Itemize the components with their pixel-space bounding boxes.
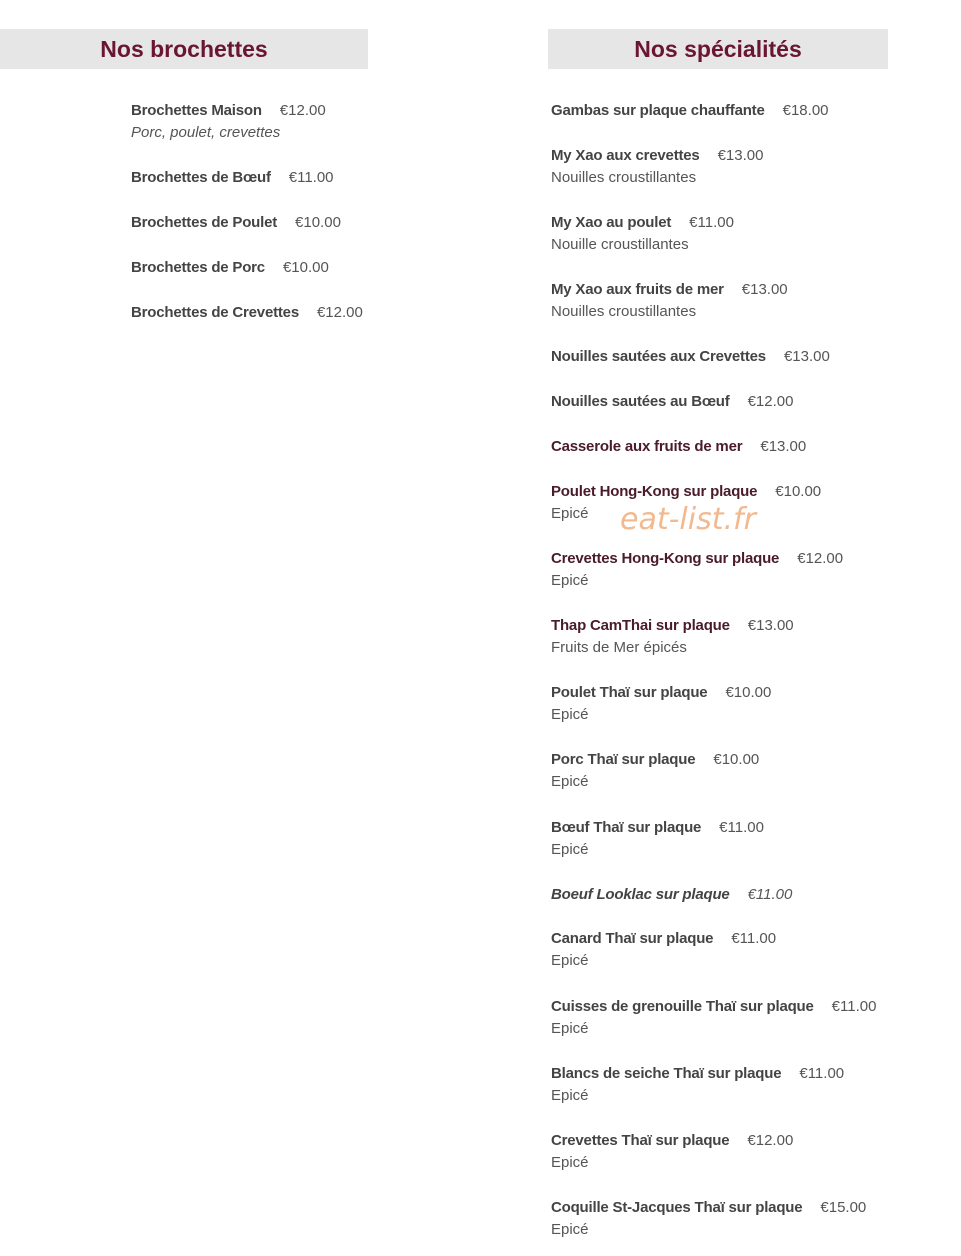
menu-item	[131, 213, 341, 233]
menu-item	[551, 1131, 793, 1173]
menu-item-line	[551, 683, 771, 703]
menu-item-price: €13.00	[760, 438, 807, 455]
menu-item-description: Nouille croustillantes	[551, 236, 689, 253]
menu-item-line	[551, 101, 829, 121]
menu-item-price: €15.00	[820, 1199, 867, 1216]
menu-item-price: €12.00	[747, 393, 794, 410]
menu-item-price: €11.00	[831, 998, 877, 1015]
menu-item	[551, 1198, 866, 1240]
menu-item	[551, 213, 734, 255]
menu-item	[551, 750, 759, 792]
menu-item-price: €13.00	[783, 348, 830, 365]
menu-item-price: €10.00	[713, 751, 760, 768]
menu-item-name: My Xao aux fruits de mer	[551, 281, 724, 298]
menu-item	[551, 347, 830, 367]
menu-item-name: Poulet Hong-Kong sur plaque	[551, 483, 758, 500]
menu-item-price: €12.00	[747, 1132, 794, 1149]
menu-item-name: My Xao aux crevettes	[551, 147, 700, 164]
menu-item-description: Fruits de Mer épicés	[551, 639, 687, 656]
menu-item-price: €13.00	[747, 617, 794, 634]
watermark: eat-list.fr	[620, 502, 756, 537]
menu-item-line	[551, 146, 763, 166]
menu-item-price: €12.00	[279, 102, 326, 119]
menu-item-name: Nouilles sautées aux Crevettes	[551, 348, 766, 365]
menu-item-price: €18.00	[782, 102, 829, 119]
menu-item-name: Brochettes de Crevettes	[131, 304, 299, 321]
section-header-specialites	[548, 29, 888, 69]
menu-item-line	[131, 213, 341, 233]
menu-item	[551, 683, 771, 725]
menu-item-price: €11.00	[719, 819, 764, 836]
section-title: Nos brochettes	[100, 35, 268, 62]
menu-item-line	[131, 101, 326, 121]
menu-item-name: Crevettes Thaï sur plaque	[551, 1132, 730, 1149]
menu-item-name: Boeuf Looklac sur plaque	[551, 886, 730, 903]
menu-item-line	[551, 437, 806, 457]
menu-item-name: Canard Thaï sur plaque	[551, 930, 714, 947]
menu-item-price: €11.00	[689, 214, 734, 231]
menu-item-line	[551, 997, 876, 1017]
menu-item	[551, 1064, 844, 1106]
menu-item-description: Epicé	[551, 505, 589, 522]
menu-item-name: Casserole aux fruits de mer	[551, 438, 743, 455]
menu-item-price: €10.00	[282, 259, 329, 276]
menu-item	[551, 929, 776, 971]
menu-item	[551, 885, 792, 905]
menu-item	[131, 303, 363, 323]
menu-item-description: Porc, poulet, crevettes	[131, 124, 281, 141]
menu-item-name: Gambas sur plaque chauffante	[551, 102, 765, 119]
menu-item-price: €11.00	[799, 1065, 845, 1082]
menu-item	[131, 168, 334, 188]
menu-item-line	[551, 213, 734, 233]
menu-item-price: €11.00	[288, 169, 334, 186]
menu-item-price: €10.00	[725, 684, 772, 701]
menu-item-price: €11.00	[747, 886, 793, 903]
menu-item-name: Brochettes de Porc	[131, 259, 265, 276]
menu-item-name: Nouilles sautées au Bœuf	[551, 393, 730, 410]
section-title: Nos spécialités	[634, 35, 802, 62]
menu-item-description: Nouilles croustillantes	[551, 303, 697, 320]
menu-item-line	[551, 482, 821, 502]
menu-item-line	[551, 392, 793, 412]
menu-item-line	[131, 303, 363, 323]
menu-item-description: Epicé	[551, 1221, 589, 1238]
menu-item-description: Nouilles croustillantes	[551, 169, 697, 186]
menu-item-price: €10.00	[775, 483, 822, 500]
menu-item-name: My Xao au poulet	[551, 214, 672, 231]
menu-item-name: Porc Thaï sur plaque	[551, 751, 696, 768]
menu-item	[131, 258, 329, 278]
menu-item	[551, 392, 793, 412]
section-header-brochettes	[0, 29, 368, 69]
menu-item-name: Blancs de seiche Thaï sur plaque	[551, 1065, 782, 1082]
menu-item-description: Epicé	[551, 1087, 589, 1104]
menu-item-description: Epicé	[551, 706, 589, 723]
menu-item	[551, 818, 764, 860]
menu-item-line	[551, 280, 788, 300]
menu-item-line	[131, 258, 329, 278]
menu-item-description: Epicé	[551, 572, 589, 589]
menu-item-description: Epicé	[551, 1154, 589, 1171]
menu-item-price: €10.00	[295, 214, 341, 231]
menu-item-line	[551, 1198, 866, 1218]
menu-item-name: Poulet Thaï sur plaque	[551, 684, 708, 701]
menu-item	[551, 437, 806, 457]
menu-item-description: Epicé	[551, 841, 589, 858]
menu-item-line	[551, 347, 830, 367]
menu-item-name: Cuisses de grenouille Thaï sur plaque	[551, 998, 814, 1015]
menu-item	[551, 997, 876, 1039]
menu-item-line	[551, 616, 794, 636]
menu-item-name: Brochettes de Bœuf	[131, 169, 271, 186]
menu-item-line	[551, 1131, 793, 1151]
menu-item	[551, 101, 829, 121]
menu-item-description: Epicé	[551, 1020, 589, 1037]
menu-item-line	[551, 549, 843, 569]
menu-item-price: €13.00	[741, 281, 788, 298]
menu-item	[551, 549, 843, 591]
menu-item-price: €11.00	[731, 930, 777, 947]
menu-item-line	[551, 885, 792, 905]
menu-item-line	[551, 750, 759, 770]
menu-item-name: Brochettes Maison	[131, 102, 262, 119]
menu-item-price: €12.00	[316, 304, 363, 321]
menu-item-price: €13.00	[717, 147, 764, 164]
menu-item-name: Thap CamThai sur plaque	[551, 617, 730, 634]
menu-item	[551, 616, 794, 658]
menu-item-line	[131, 168, 334, 188]
menu-item-name: Brochettes de Poulet	[131, 214, 278, 231]
menu-item-name: Coquille St-Jacques Thaï sur plaque	[551, 1199, 803, 1216]
menu-item-description: Epicé	[551, 773, 589, 790]
menu-item-line	[551, 1064, 844, 1084]
menu-item	[551, 146, 763, 188]
menu-item-price: €12.00	[797, 550, 844, 567]
menu-item-line	[551, 929, 776, 949]
menu-item	[551, 280, 788, 322]
menu-item-name: Bœuf Thaï sur plaque	[551, 819, 702, 836]
menu-item-name: Crevettes Hong-Kong sur plaque	[551, 550, 780, 567]
menu-item-description: Epicé	[551, 952, 589, 969]
menu-item-line	[551, 818, 764, 838]
menu-item	[131, 101, 326, 143]
